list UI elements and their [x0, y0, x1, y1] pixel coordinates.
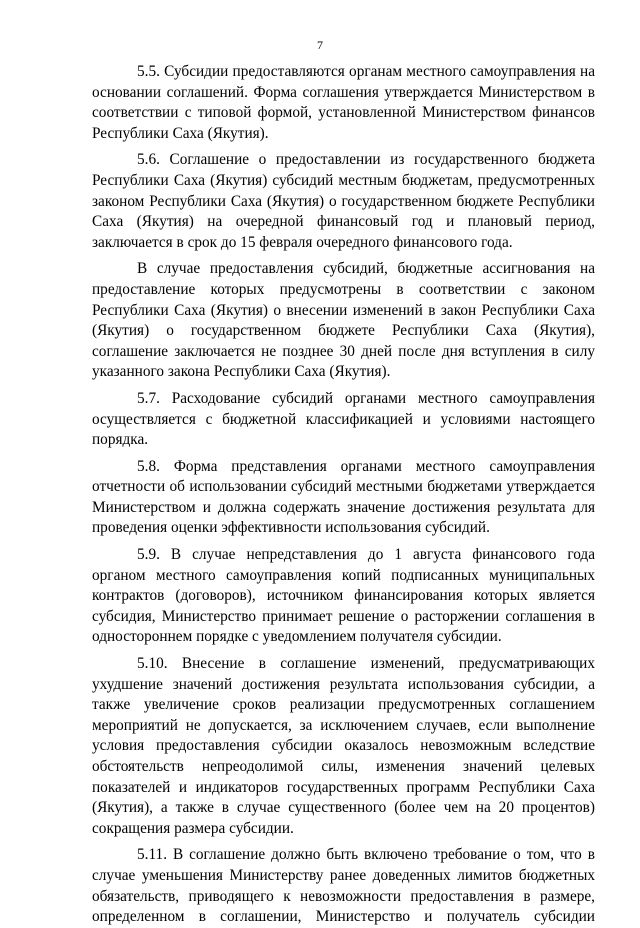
paragraph-5-7: 5.7. Расходование субсидий органами местного самоуправления осуществляется с бюджетной классификацией и условиями настоящего порядка. — [92, 389, 595, 449]
paragraph-5-10: 5.10. Внесение в соглашение изменений, предусматривающих ухудшение значений достижения результата использования субсидии, а также увеличение сроков реализации предусмотренных соглашением мероприятий не допускается, за исключением случаев, если выполнение условия предоставления субсидии оказалось невозможным вследствие обстоятельств непреодолимой силы, изменения значений целевых показателей и индикаторов государственных программ Республики Саха (Якутия), а также в случае существенного (более чем на 20 процентов) сокращения размера субсидии. — [92, 655, 595, 837]
paragraph-5-11: 5.11. В соглашение должно быть включено требование о том, что в случае уменьшения Министерству ранее доведенных лимитов бюджетных обязательств, приводящего к невозможности предоставления в размере, определенном в соглашении, Министерство и получатель субсидии — [92, 846, 595, 926]
page-number: 7 — [317, 38, 323, 52]
paragraph-5-6: 5.6. Соглашение о предоставлении из государственного бюджета Республики Саха (Якутия) субсидий местным бюджетам, предусмотренных законом Республики Саха (Якутия) о государственном бюджете Республики Саха (Якутия) на очередной финансовый год и плановый период, заключается в срок до 15 февраля очередного финансового года. — [92, 151, 595, 251]
document-body — [92, 62, 595, 928]
paragraph-5-6-continued: В случае предоставления субсидий, бюджетные ассигнования на предоставление которых предусмотрены в соответствии с законом Республики Саха (Якутия) о внесении изменений в закон Республики Саха (Якутия) о государственном бюджете Республики Саха (Якутия), соглашение заключается не позднее 30 дней после дня вступления в силу указанного закона Республики Саха (Якутия). — [92, 260, 595, 381]
paragraph-5-8: 5.8. Форма представления органами местного самоуправления отчетности об использовании субсидий местными бюджетами утверждается Министерством и должна содержать значение достижения результата для проведения оценки эффективности использования субсидий. — [92, 457, 595, 537]
paragraph-5-5: 5.5. Субсидии предоставляются органам местного самоуправления на основании соглашений. Форма соглашения утверждается Министерством в соответствии с типовой формой, установленной Министерством финансов Республики Саха (Якутия). — [92, 63, 595, 142]
paragraph-5-9: 5.9. В случае непредставления до 1 августа финансового года органом местного самоуправления копий подписанных муниципальных контрактов (договоров), источником финансирования которых является субсидия, Министерство принимает решение о расторжении соглашения в одностороннем порядке с уведомлением получателя субсидии. — [92, 546, 595, 646]
